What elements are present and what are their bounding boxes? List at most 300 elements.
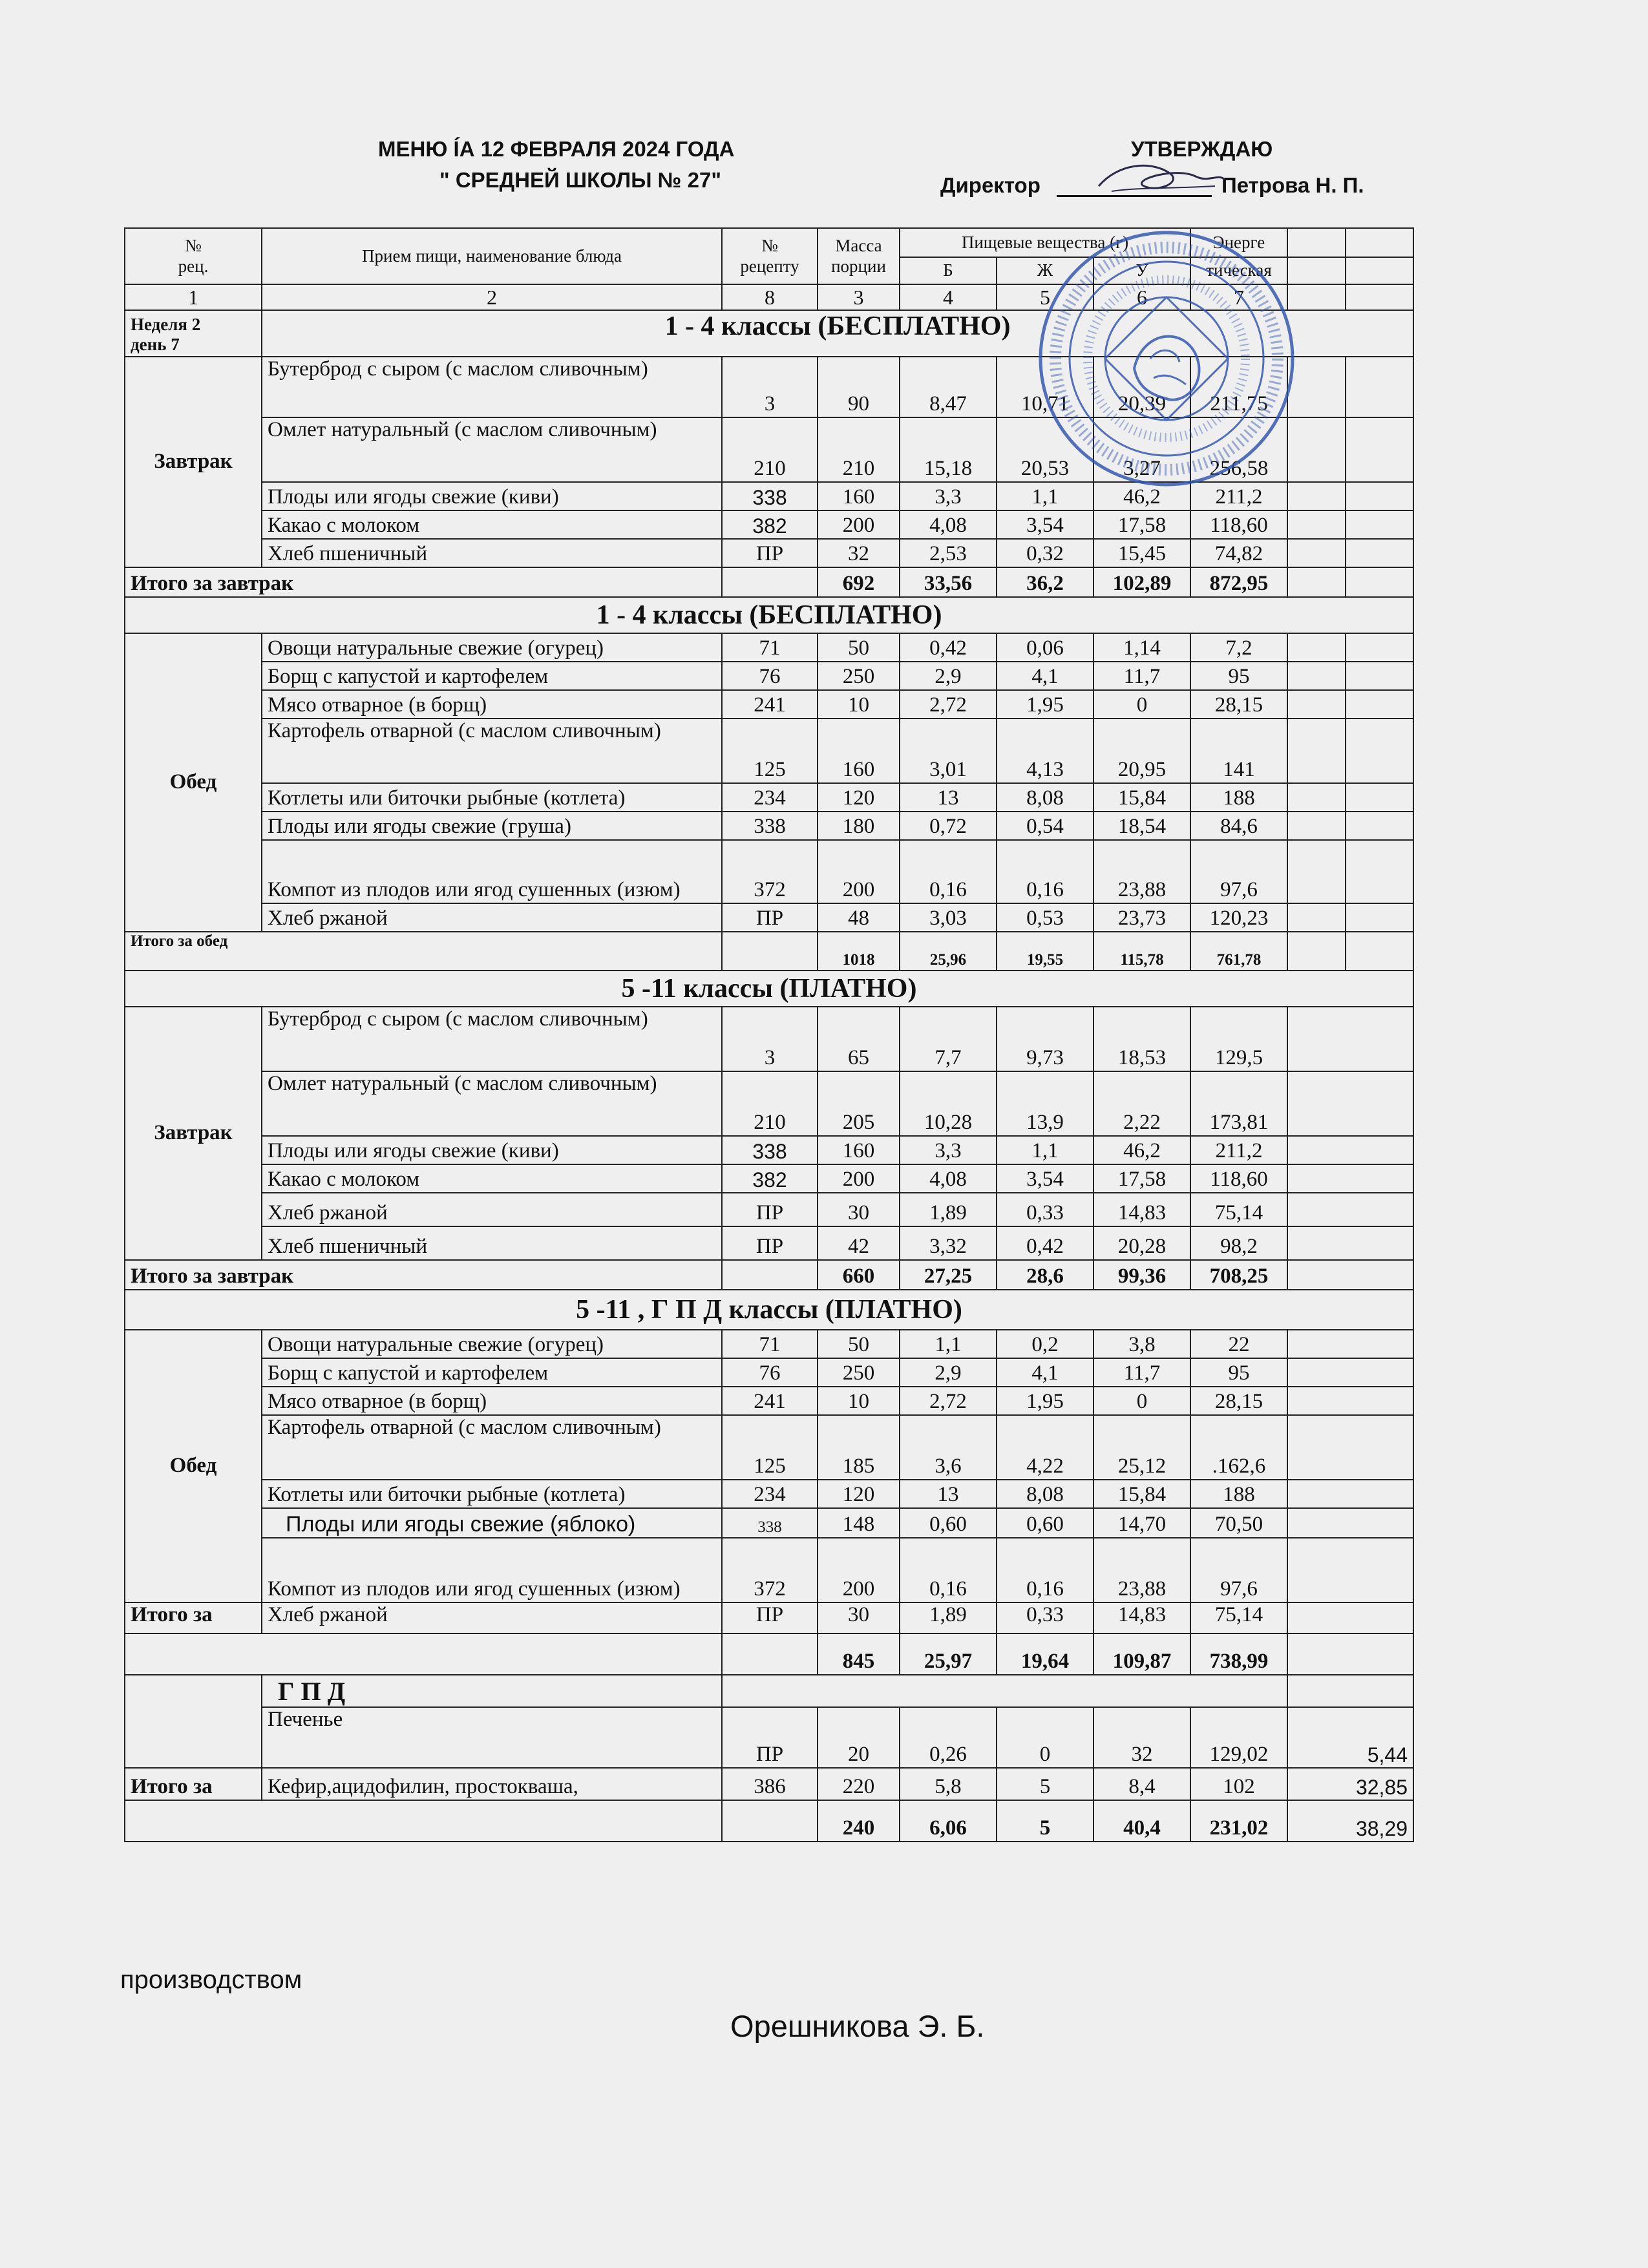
carbs: 14,83 [1093,1193,1190,1226]
protein: 6,06 [900,1800,997,1842]
carbs: 15,84 [1093,1480,1190,1508]
table-row [125,719,1413,783]
protein: 15,18 [900,417,997,482]
energy: 188 [1190,1480,1287,1508]
energy: 118,60 [1190,510,1287,539]
table-row [125,1358,1413,1387]
fat: 4,1 [997,1358,1093,1387]
energy: 28,15 [1190,690,1287,719]
carbs: 46,2 [1093,1136,1190,1164]
table-row [125,690,1413,719]
protein: 8,47 [900,357,997,417]
fat: 4,22 [997,1415,1093,1480]
recipe-num: 210 [722,1071,818,1136]
carbs: 0 [1093,1387,1190,1415]
fat: 8,08 [997,1480,1093,1508]
recipe-num: 382 [722,510,818,539]
mass: 250 [818,662,900,690]
col-header-mass: Масса порции [818,228,900,284]
protein: 2,9 [900,1358,997,1387]
carbs: 109,87 [1093,1633,1190,1675]
energy: 872,95 [1190,567,1287,597]
col-header-energy: Энерге [1190,228,1287,257]
fat: 1,95 [997,1387,1093,1415]
energy: 211,2 [1190,1136,1287,1164]
recipe-num: ПР [722,539,818,567]
protein: 3,32 [900,1226,997,1260]
recipe-num: 338 [722,812,818,840]
energy: 256,58 [1190,417,1287,482]
carbs: 3,27 [1093,417,1190,482]
table-row [125,1508,1413,1538]
table-row [125,1707,1413,1768]
energy: 738,99 [1190,1633,1287,1675]
carbs: 20,95 [1093,719,1190,783]
total-label: Итого за обед [125,932,722,971]
table-row [125,633,1413,662]
table-row [125,1387,1413,1415]
fat: 9,73 [997,1007,1093,1071]
energy: 173,81 [1190,1071,1287,1136]
energy: 70,50 [1190,1508,1287,1538]
protein: 2,53 [900,539,997,567]
dish-name: Хлеб ржаной [262,1602,722,1633]
carbs: 40,4 [1093,1800,1190,1842]
energy: 75,14 [1190,1602,1287,1633]
carbs: 14,70 [1093,1508,1190,1538]
table-row [125,539,1413,567]
carbs: 23,88 [1093,840,1190,903]
mass: 200 [818,1164,900,1193]
mass: 120 [818,1480,900,1508]
dish-name: Бутерброд с сыром (с маслом сливочным) [262,1007,722,1071]
week-label: Неделя 2 день 7 [125,310,262,357]
fat: 0,33 [997,1193,1093,1226]
energy: 75,14 [1190,1193,1287,1226]
fat: 1,1 [997,1136,1093,1164]
carbs: 3,8 [1093,1330,1190,1358]
fat: 4,1 [997,662,1093,690]
energy: 211,75 [1190,357,1287,417]
fat: 19,64 [997,1633,1093,1675]
total-label: Итого за [125,1768,262,1800]
mass: 160 [818,482,900,510]
table-row [125,783,1413,812]
dish-name: Котлеты или биточки рыбные (котлета) [262,783,722,812]
total-row [125,567,1413,597]
protein: 13 [900,783,997,812]
protein: 0,72 [900,812,997,840]
mass: 50 [818,1330,900,1358]
fat: 0,06 [997,633,1093,662]
recipe-num: 125 [722,719,818,783]
carbs: 2,22 [1093,1071,1190,1136]
dish-name: Кефир,ацидофилин, простокваша, [262,1768,722,1800]
protein: 13 [900,1480,997,1508]
total-label: Итого за [125,1602,262,1633]
fat: 13,9 [997,1071,1093,1136]
dish-name: Плоды или ягоды свежие (киви) [262,1136,722,1164]
signature-icon [1092,160,1228,199]
extra-value: 5,44 [1287,1707,1413,1768]
energy: 28,15 [1190,1387,1287,1415]
meal-group-label: Завтрак [125,357,262,567]
total-row [125,1260,1413,1290]
table-row [125,1193,1413,1226]
mass: 30 [818,1602,900,1633]
col-header-num: № рец. [125,228,262,284]
table-row [125,1226,1413,1260]
table-row [125,510,1413,539]
dish-name: Печенье [262,1707,722,1768]
recipe-num: ПР [722,1193,818,1226]
carbs: 99,36 [1093,1260,1190,1290]
protein: 3,03 [900,903,997,932]
recipe-num: 234 [722,783,818,812]
dish-name: Хлеб пшеничный [262,1226,722,1260]
protein: 1,1 [900,1330,997,1358]
carbs: 115,78 [1093,932,1190,971]
total-label: Итого за завтрак [125,1260,722,1290]
protein: 7,7 [900,1007,997,1071]
mass: 160 [818,1136,900,1164]
dish-name: Какао с молоком [262,510,722,539]
energy: 97,6 [1190,840,1287,903]
energy: 120,23 [1190,903,1287,932]
dish-name: Овощи натуральные свежие (огурец) [262,1330,722,1358]
mass: 48 [818,903,900,932]
dish-name: Овощи натуральные свежие (огурец) [262,633,722,662]
carbs: 25,12 [1093,1415,1190,1480]
col-index: 2 [262,284,722,310]
fat: 0,53 [997,903,1093,932]
recipe-num: 382 [722,1164,818,1193]
energy: 97,6 [1190,1538,1287,1602]
mass: 20 [818,1707,900,1768]
dish-name: Котлеты или биточки рыбные (котлета) [262,1480,722,1508]
mass: 240 [818,1800,900,1842]
recipe-num: ПР [722,1226,818,1260]
col-index: 4 [900,284,997,310]
mass: 205 [818,1071,900,1136]
dish-name: Бутерброд с сыром (с маслом сливочным) [262,357,722,417]
meal-group-label: Обед [125,1330,262,1602]
dish-name: Плоды или ягоды свежие (киви) [262,482,722,510]
protein: 3,01 [900,719,997,783]
energy: 211,2 [1190,482,1287,510]
mass: 160 [818,719,900,783]
gpd-title: Г П Д [262,1675,722,1707]
director-label: Директор [940,173,1041,197]
carbs: 23,73 [1093,903,1190,932]
energy: 188 [1190,783,1287,812]
protein: 0,26 [900,1707,997,1768]
recipe-num: ПР [722,1707,818,1768]
mass: 10 [818,1387,900,1415]
document-title-line1: МЕНЮ ÍА 12 ФЕВРАЛЯ 2024 ГОДА [378,137,735,161]
protein: 3,3 [900,482,997,510]
recipe-num: 338 [722,1508,818,1538]
carbs: 17,58 [1093,510,1190,539]
protein: 25,96 [900,932,997,971]
protein: 2,72 [900,1387,997,1415]
energy: .162,6 [1190,1415,1287,1480]
protein: 0,16 [900,840,997,903]
fat: 0,16 [997,1538,1093,1602]
table-row [125,1768,1413,1800]
dish-name: Мясо отварное (в борщ) [262,1387,722,1415]
fat: 0,60 [997,1508,1093,1538]
energy: 141 [1190,719,1287,783]
recipe-num: 372 [722,840,818,903]
energy: 95 [1190,1358,1287,1387]
footer-name: Орешникова Э. Б. [730,2009,985,2043]
extra-value: 32,85 [1287,1768,1413,1800]
document-title-line2: " СРЕДНЕЙ ШКОЛЫ № 27" [439,168,721,192]
col-header-u: У [1093,257,1190,284]
mass: 200 [818,840,900,903]
carbs: 102,89 [1093,567,1190,597]
recipe-num: 338 [722,1136,818,1164]
fat: 5 [997,1800,1093,1842]
recipe-num: 210 [722,417,818,482]
energy: 7,2 [1190,633,1287,662]
dish-name: Омлет натуральный (с маслом сливочным) [262,417,722,482]
carbs: 11,7 [1093,1358,1190,1387]
col-index: 7 [1190,284,1287,310]
recipe-num: 3 [722,1007,818,1071]
mass: 42 [818,1226,900,1260]
total-row [125,1633,1413,1675]
total-row [125,1800,1413,1842]
dish-name: Картофель отварной (с маслом сливочным) [262,1415,722,1480]
fat: 3,54 [997,1164,1093,1193]
fat: 5 [997,1768,1093,1800]
table-row [125,1480,1413,1508]
fat: 3,54 [997,510,1093,539]
section-title: 5 -11 классы (ПЛАТНО) [125,971,1413,1007]
mass: 200 [818,1538,900,1602]
energy: 84,6 [1190,812,1287,840]
dish-name: Плоды или ягоды свежие (груша) [262,812,722,840]
col-header-meal: Прием пищи, наименование блюда [262,228,722,284]
energy: 22 [1190,1330,1287,1358]
fat: 36,2 [997,567,1093,597]
section-row [125,971,1413,1007]
recipe-num: 71 [722,1330,818,1358]
energy: 98,2 [1190,1226,1287,1260]
recipe-num: ПР [722,903,818,932]
energy: 708,25 [1190,1260,1287,1290]
dish-name: Борщ с капустой и картофелем [262,662,722,690]
protein: 5,8 [900,1768,997,1800]
table-row [125,1602,1413,1633]
protein: 0,42 [900,633,997,662]
mass: 1018 [818,932,900,971]
fat: 1,1 [997,482,1093,510]
carbs: 0 [1093,690,1190,719]
table-row [125,840,1413,903]
protein: 4,08 [900,510,997,539]
protein: 3,3 [900,1136,997,1164]
fat: 0,2 [997,1330,1093,1358]
fat: 1,95 [997,690,1093,719]
mass: 50 [818,633,900,662]
protein: 2,72 [900,690,997,719]
col-index: 6 [1093,284,1190,310]
recipe-num: 76 [722,662,818,690]
section-title: 1 - 4 классы (БЕСПЛАТНО) [262,310,1413,357]
recipe-num: 386 [722,1768,818,1800]
recipe-num: 76 [722,1358,818,1387]
recipe-num: 241 [722,1387,818,1415]
carbs: 14,83 [1093,1602,1190,1633]
section-row [125,1290,1413,1330]
fat: 28,6 [997,1260,1093,1290]
col-header-nutrients: Пищевые вещества (г) [900,228,1190,257]
energy: 129,5 [1190,1007,1287,1071]
fat: 20,53 [997,417,1093,482]
mass: 65 [818,1007,900,1071]
col-header-energy-2: тическая [1190,257,1287,284]
table-row [125,662,1413,690]
dish-name: Компот из плодов или ягод сушенных (изюм) [262,840,722,903]
dish-name: Картофель отварной (с маслом сливочным) [262,719,722,783]
carbs: 20,28 [1093,1226,1190,1260]
carbs: 17,58 [1093,1164,1190,1193]
carbs: 11,7 [1093,662,1190,690]
carbs: 23,88 [1093,1538,1190,1602]
energy: 761,78 [1190,932,1287,971]
dish-name: Омлет натуральный (с маслом сливочным) [262,1071,722,1136]
fat: 0,42 [997,1226,1093,1260]
recipe-num: 372 [722,1538,818,1602]
protein: 4,08 [900,1164,997,1193]
gpd-row [125,1675,1413,1707]
mass: 120 [818,783,900,812]
fat: 0,54 [997,812,1093,840]
col-header-recipe: № рецепту [722,228,818,284]
carbs: 32 [1093,1707,1190,1768]
protein: 27,25 [900,1260,997,1290]
carbs: 46,2 [1093,482,1190,510]
mass: 180 [818,812,900,840]
mass: 220 [818,1768,900,1800]
carbs: 18,54 [1093,812,1190,840]
carbs: 18,53 [1093,1007,1190,1071]
mass: 692 [818,567,900,597]
fat: 0,32 [997,539,1093,567]
dish-name: Хлеб пшеничный [262,539,722,567]
carbs: 20,39 [1093,357,1190,417]
protein: 2,9 [900,662,997,690]
carbs: 8,4 [1093,1768,1190,1800]
carbs: 15,84 [1093,783,1190,812]
energy: 95 [1190,662,1287,690]
table-row [125,1136,1413,1164]
dish-name: Какао с молоком [262,1164,722,1193]
mass: 90 [818,357,900,417]
energy: 231,02 [1190,1800,1287,1842]
mass: 148 [818,1508,900,1538]
table-row [125,1071,1413,1136]
protein: 1,89 [900,1193,997,1226]
table-row [125,1538,1413,1602]
table-row [125,1164,1413,1193]
col-header-zh: Ж [997,257,1093,284]
mass: 660 [818,1260,900,1290]
section-row [125,597,1413,633]
col-index: 3 [818,284,900,310]
table-row [125,1007,1413,1071]
recipe-num: 338 [722,482,818,510]
fat: 0 [997,1707,1093,1768]
recipe-num: 125 [722,1415,818,1480]
recipe-num: 241 [722,690,818,719]
dish-name: Компот из плодов или ягод сушенных (изюм) [262,1538,722,1602]
carbs: 15,45 [1093,539,1190,567]
approve-label: УТВЕРЖДАЮ [1131,137,1273,161]
dish-name: Хлеб ржаной [262,903,722,932]
protein: 0,16 [900,1538,997,1602]
col-index: 8 [722,284,818,310]
protein: 1,89 [900,1602,997,1633]
mass: 10 [818,690,900,719]
fat: 8,08 [997,783,1093,812]
col-header-b: Б [900,257,997,284]
mass: 200 [818,510,900,539]
dish-name: Борщ с капустой и картофелем [262,1358,722,1387]
energy: 102 [1190,1768,1287,1800]
dish-name: Хлеб ржаной [262,1193,722,1226]
protein: 0,60 [900,1508,997,1538]
table-row [125,1330,1413,1358]
table-row [125,812,1413,840]
total-row [125,932,1413,971]
carbs: 1,14 [1093,633,1190,662]
extra-value: 38,29 [1287,1800,1413,1842]
mass: 185 [818,1415,900,1480]
protein: 3,6 [900,1415,997,1480]
col-index: 5 [997,284,1093,310]
energy: 129,02 [1190,1707,1287,1768]
mass: 210 [818,417,900,482]
protein: 33,56 [900,567,997,597]
dish-name: Мясо отварное (в борщ) [262,690,722,719]
fat: 0,16 [997,840,1093,903]
fat: 0,33 [997,1602,1093,1633]
recipe-num: 234 [722,1480,818,1508]
table-row [125,903,1413,932]
mass: 30 [818,1193,900,1226]
mass: 32 [818,539,900,567]
col-index: 1 [125,284,262,310]
protein: 10,28 [900,1071,997,1136]
mass: 250 [818,1358,900,1387]
total-label: Итого за завтрак [125,567,722,597]
fat: 10,71 [997,357,1093,417]
dish-name: Плоды или ягоды свежие (яблоко) [262,1508,722,1538]
fat: 19,55 [997,932,1093,971]
table-row [125,1415,1413,1480]
stamp-icon [1005,229,1328,507]
director-name: Петрова Н. П. [1221,173,1364,197]
meal-group-label: Завтрак [125,1007,262,1260]
recipe-num: 3 [722,357,818,417]
recipe-num: ПР [722,1602,818,1633]
energy: 118,60 [1190,1164,1287,1193]
energy: 74,82 [1190,539,1287,567]
